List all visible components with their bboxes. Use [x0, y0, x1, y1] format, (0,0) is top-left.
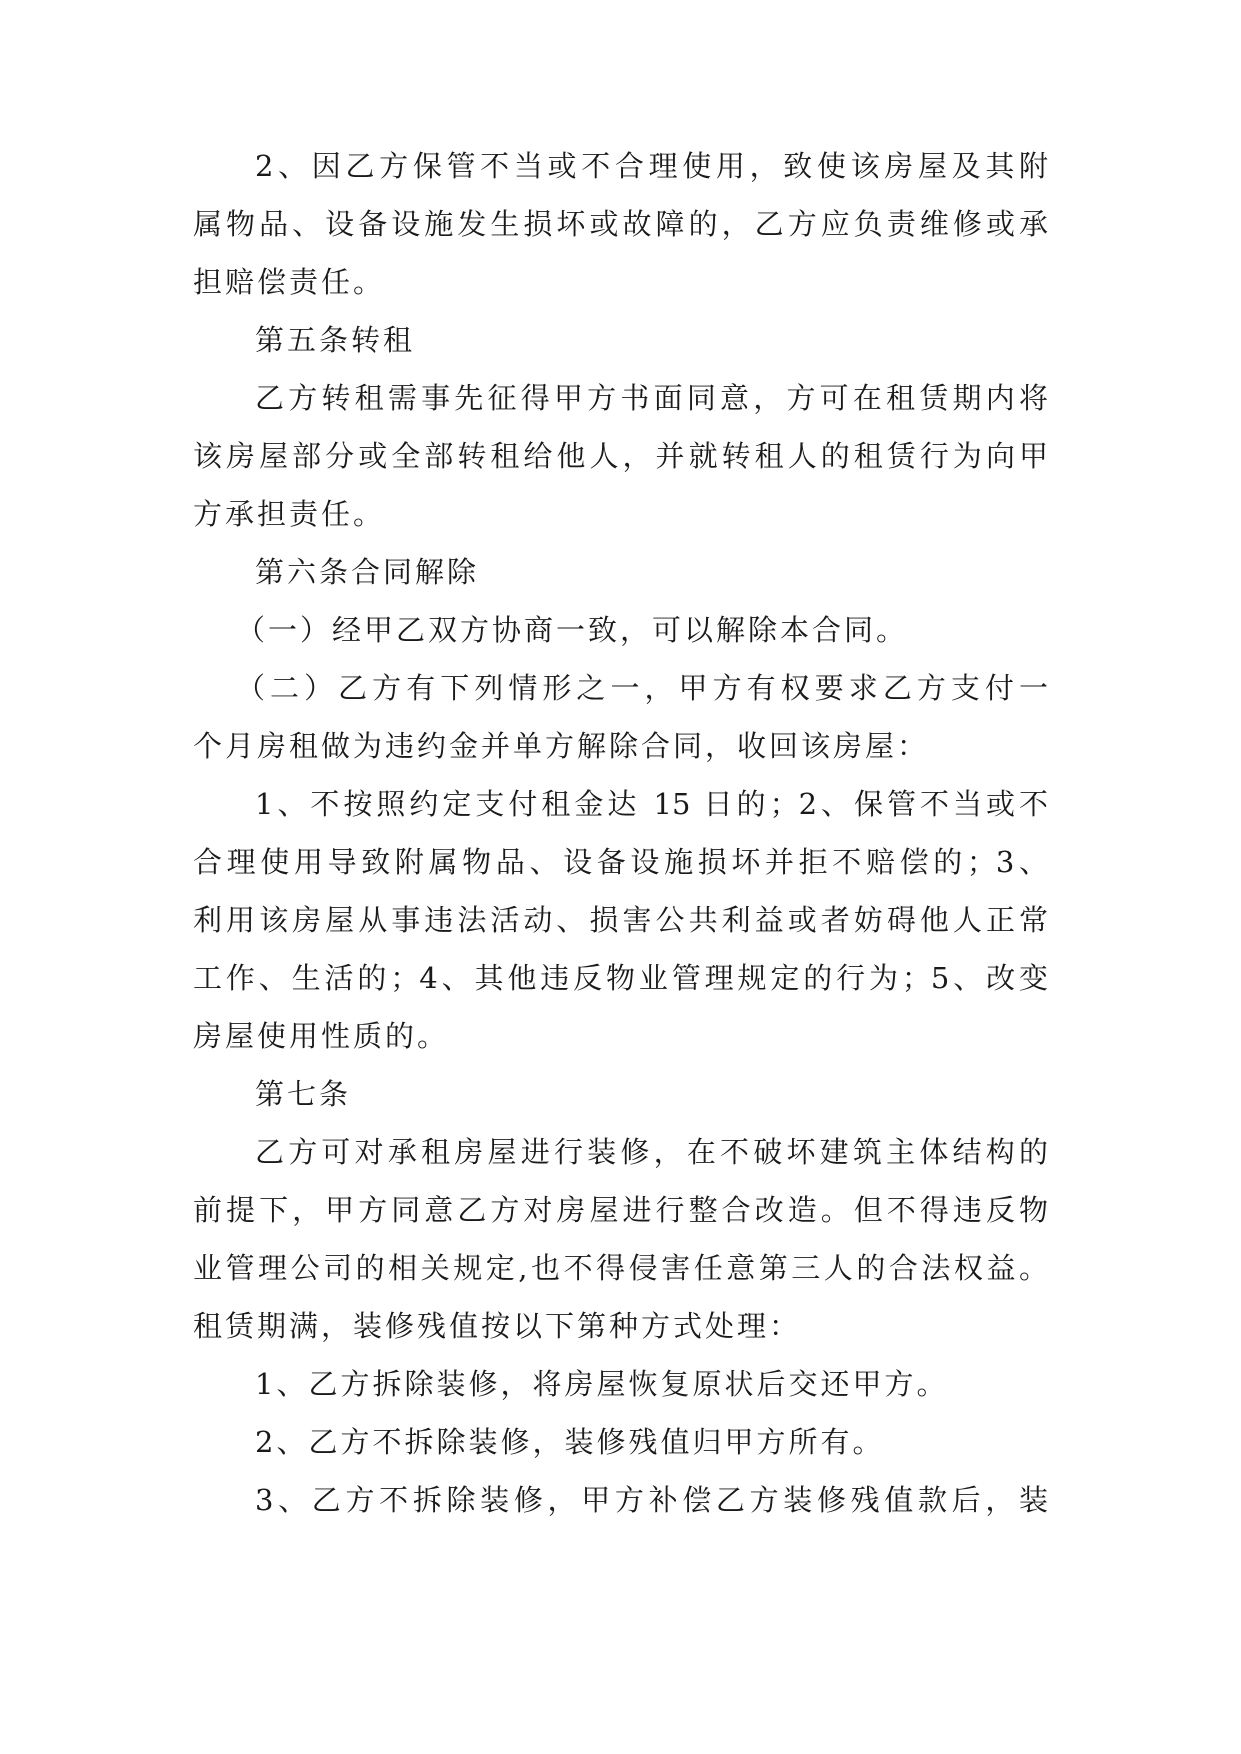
section-heading: 第五条转租 — [255, 323, 416, 357]
list-item: 1、乙方拆除装修，将房屋恢复原状后交还甲方。 — [255, 1367, 949, 1401]
paragraph-line: 业管理公司的相关规定,也不得侵害任意第三人的合法权益。 — [193, 1251, 1048, 1285]
paragraph-line: （一）经甲乙双方协商一致，可以解除本合同。 — [236, 613, 909, 647]
paragraph-line: 合理使用导致附属物品、设备设施损坏并拒不赔偿的；3、 — [193, 845, 1048, 879]
paragraph-line: 个月房租做为违约金并单方解除合同，收回该房屋： — [193, 729, 930, 763]
paragraph-line: 工作、生活的；4、其他违反物业管理规定的行为；5、改变 — [193, 961, 1048, 995]
paragraph-line: 房屋使用性质的。 — [193, 1019, 450, 1053]
paragraph-line: 担赔偿责任。 — [193, 265, 386, 299]
paragraph-line: 租赁期满，装修残值按以下第种方式处理： — [193, 1309, 802, 1343]
section-heading: 第六条合同解除 — [255, 555, 480, 589]
paragraph-line: 属物品、设备设施发生损坏或故障的，乙方应负责维修或承 — [193, 207, 1048, 241]
paragraph-line: 乙方可对承租房屋进行装修，在不破坏建筑主体结构的 — [255, 1135, 1048, 1169]
paragraph-line: 1、不按照约定支付租金达 15 日的；2、保管不当或不 — [255, 787, 1048, 821]
paragraph-line: 前提下，甲方同意乙方对房屋进行整合改造。但不得违反物 — [193, 1193, 1048, 1227]
paragraph-line: 方承担责任。 — [193, 497, 386, 531]
list-item: 3、乙方不拆除装修，甲方补偿乙方装修残值款后，装 — [255, 1483, 1048, 1517]
paragraph-line: 乙方转租需事先征得甲方书面同意，方可在租赁期内将 — [255, 381, 1048, 415]
paragraph-line: 2、因乙方保管不当或不合理使用，致使该房屋及其附 — [255, 149, 1048, 183]
list-item: 2、乙方不拆除装修，装修残值归甲方所有。 — [255, 1425, 885, 1459]
paragraph-line: 利用该房屋从事违法活动、损害公共利益或者妨碍他人正常 — [193, 903, 1048, 937]
paragraph-line: （二）乙方有下列情形之一，甲方有权要求乙方支付一 — [236, 671, 1048, 705]
paragraph-line: 该房屋部分或全部转租给他人，并就转租人的租赁行为向甲 — [193, 439, 1048, 473]
section-heading: 第七条 — [255, 1077, 352, 1111]
